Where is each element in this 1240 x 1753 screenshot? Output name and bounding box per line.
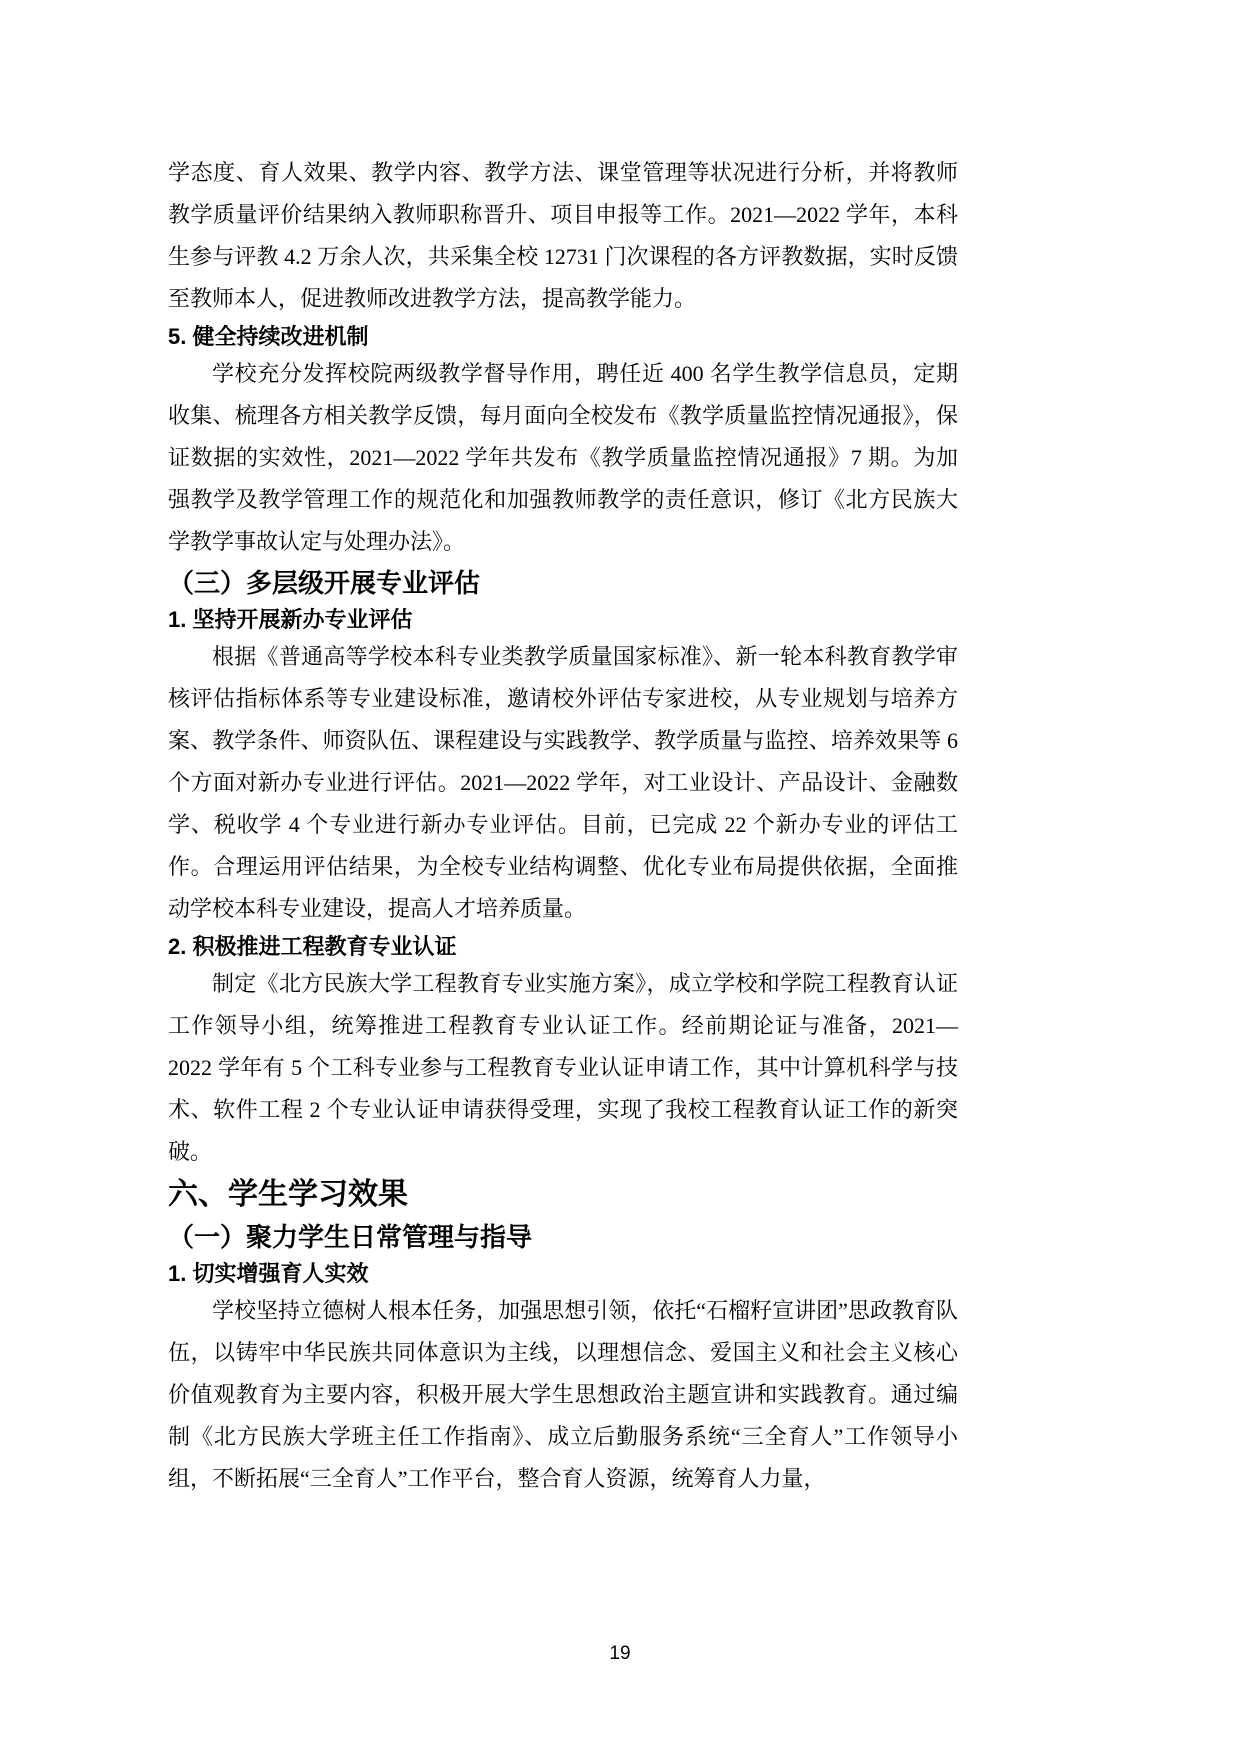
paragraph-ideological-education: 学校坚持立德树人根本任务，加强思想引领，依托“石榴籽宣讲团”思政教育队伍，以铸牢中华民族共同体意识为主线，以理想信念、爱国主义和社会主义核心价值观教育为主要内容，积极开展大学生思想政治主题宣讲和实践教育。通过编制《北方民族大学班主任工作指南》、成立后勤服务系统“三全育人”工作领导小组，不断拓展“三全育人”工作平台，整合育人资源，统筹育人力量，: [168, 1298, 958, 1491]
section-heading-student-daily-management: （一）聚力学生日常管理与指导: [168, 1222, 533, 1252]
chapter-heading-student-learning-outcomes: 六、学生学习效果: [168, 1178, 408, 1211]
subheading-education-effectiveness: 1. 切实增强育人实效: [168, 1261, 369, 1286]
subheading-engineering-accreditation: 2. 积极推进工程教育专业认证: [168, 934, 457, 959]
paragraph-new-major-evaluation: 根据《普通高等学校本科专业类教学质量国家标准》、新一轮本科教育教学审核评估指标体系等专业建设标准，邀请校外评估专家进校，从专业规划与培养方案、教学条件、师资队伍、课程建设与实践教学、教学质量与监控、培养效果等 6 个方面对新办专业进行评估。2021—2022 学年，对工业设计、产品设计、金融数学、税收学 4 个专业进行新办专业评估。目前，已完成 22 个新办专业的评估工作。合理运用评估结果，为全校专业结构调整、优化专业布局提供依据，全面推动学校本科专业建设，提高人才培养质量。: [168, 644, 958, 921]
section-heading-professional-evaluation: （三）多层级开展专业评估: [168, 568, 481, 598]
paragraph-teaching-evaluation-continued: 学态度、育人效果、教学内容、教学方法、课堂管理等状况进行分析，并将教师教学质量评价结果纳入教师职称晋升、项目申报等工作。2021—2022 学年，本科生参与评教 4.2 万余人次，共采集全校 12731 门次课程的各方评教数据，实时反馈至教师本人，促进教师改进教学方法，提高教学能力。: [168, 160, 958, 311]
subheading-continuous-improvement: 5. 健全持续改进机制: [168, 324, 369, 349]
paragraph-engineering-accreditation: 制定《北方民族大学工程教育专业实施方案》，成立学校和学院工程教育认证工作领导小组，统筹推进工程教育专业认证工作。经前期论证与准备，2021—2022 学年有 5 个工科专业参与工程教育专业认证申请工作，其中计算机科学与技术、软件工程 2 个专业认证申请获得受理，实现了我校工程教育认证工作的新突破。: [168, 971, 958, 1164]
page-content: [168, 0, 958, 1500]
subheading-new-major-evaluation: 1. 坚持开展新办专业评估: [168, 607, 413, 632]
paragraph-supervision-feedback: 学校充分发挥校院两级教学督导作用，聘任近 400 名学生教学信息员，定期收集、梳理各方相关教学反馈，每月面向全校发布《教学质量监控情况通报》，保证数据的实效性，2021—2022 学年共发布《教学质量监控情况通报》7 期。为加强教学及教学管理工作的规范化和加强教师教学的责任意识，修订《北方民族大学教学事故认定与处理办法》。: [168, 361, 958, 554]
page-number: 19: [609, 1643, 631, 1664]
